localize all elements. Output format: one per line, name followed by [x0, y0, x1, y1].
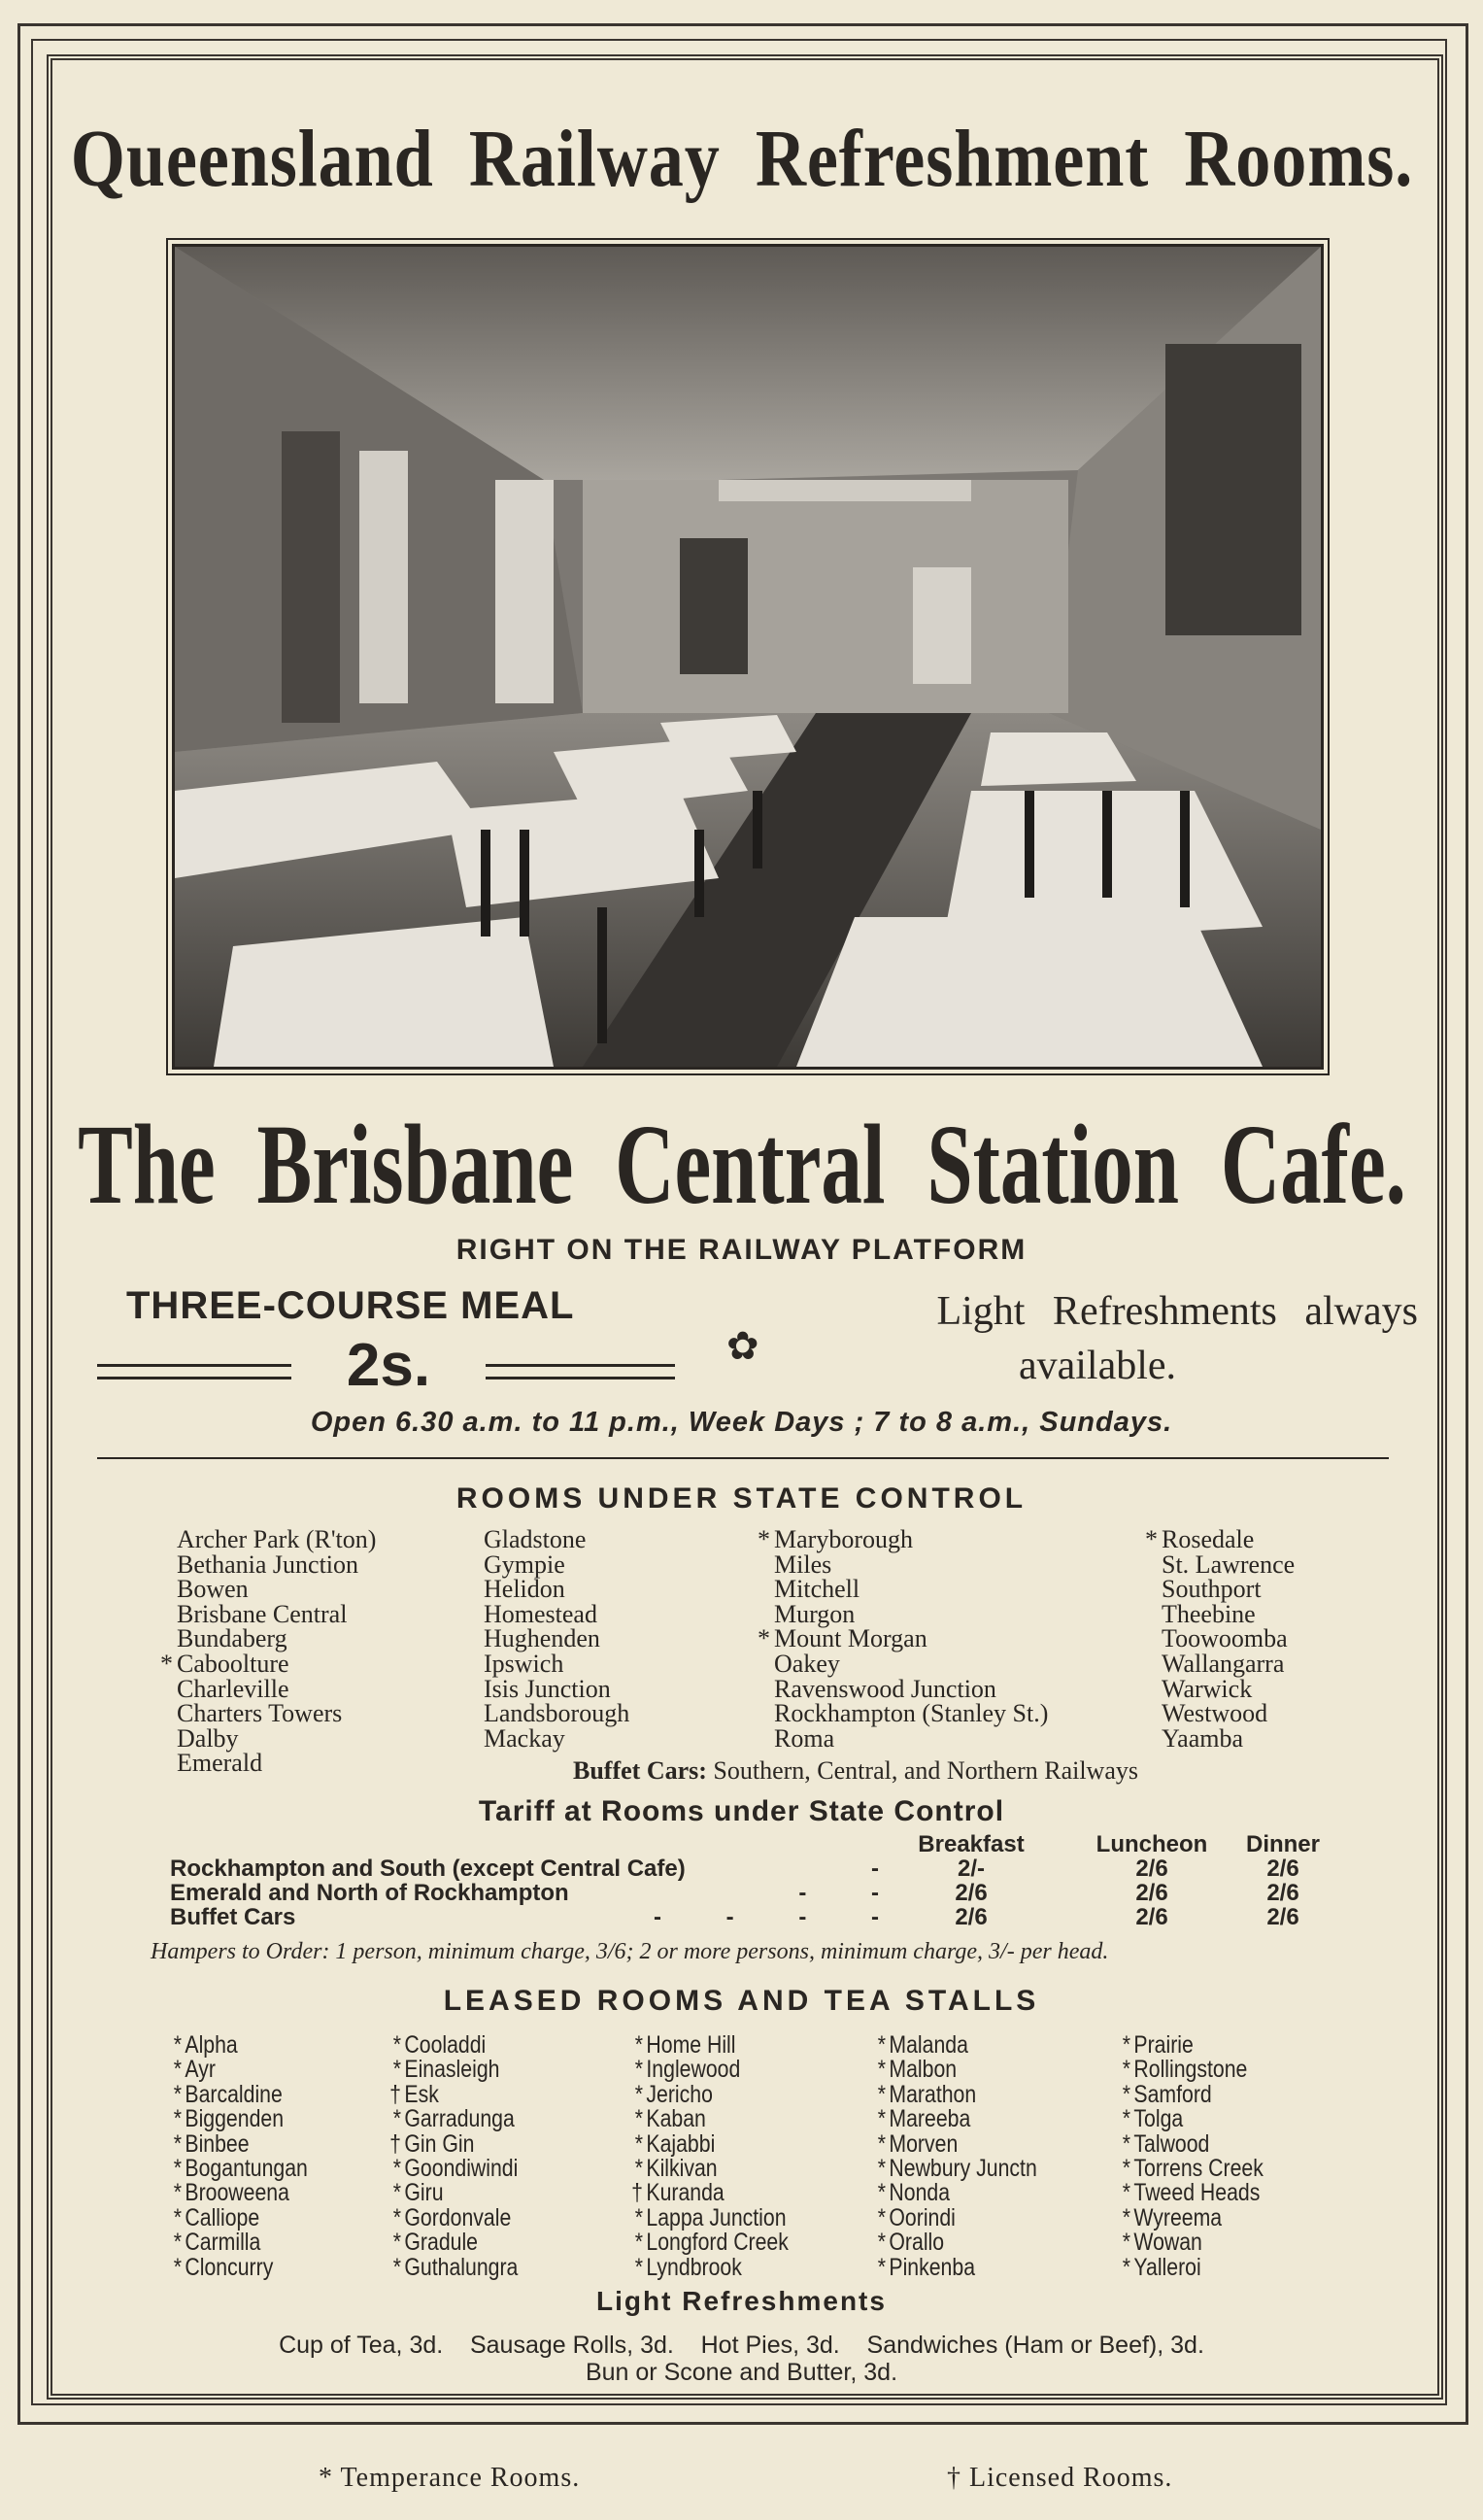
list-item — [165, 2253, 308, 2281]
station-name: Kajabbi — [646, 2129, 716, 2158]
station-name: Dalby — [177, 1723, 239, 1753]
list-item — [1138, 1674, 1295, 1703]
station-name: St. Lawrence — [1162, 1549, 1296, 1579]
tariff-col-luncheon: Luncheon — [1095, 1831, 1208, 1857]
station-name: Lyndbrook — [646, 2253, 742, 2281]
room-marker: * — [634, 2031, 643, 2059]
room-marker: * — [877, 2229, 886, 2257]
dining-room-photo — [172, 244, 1324, 1070]
room-marker: * — [392, 2179, 401, 2207]
room-marker: * — [634, 2229, 643, 2257]
room-marker: † — [389, 2129, 401, 2158]
room-marker: * — [877, 2154, 886, 2182]
station-name: Cooladdi — [404, 2031, 487, 2059]
page-title: Queensland Railway Refreshment Rooms. — [70, 114, 1413, 204]
list-item — [385, 2231, 518, 2255]
station-name: Kaban — [646, 2105, 706, 2133]
list-item — [626, 2129, 789, 2158]
station-name: Bowen — [177, 1575, 249, 1604]
room-marker: * — [634, 2154, 643, 2182]
tariff-row-label: Emerald and North of Rockhampton — [170, 1880, 569, 1906]
room-marker: * — [1122, 2253, 1130, 2281]
station-name: Prairie — [1133, 2031, 1194, 2059]
station-name: Mareeba — [889, 2105, 971, 2133]
list-item — [1114, 2129, 1264, 2158]
flower-ornament-icon: ✿ — [726, 1324, 759, 1368]
room-marker: * — [173, 2080, 182, 2108]
state-rooms-heading: ROOMS UNDER STATE CONTROL — [455, 1482, 1028, 1515]
list-item — [751, 1723, 1048, 1753]
list-item — [153, 1751, 376, 1776]
station-name: Gladstone — [484, 1525, 587, 1553]
list-item — [153, 1701, 376, 1726]
room-marker: * — [173, 2129, 182, 2158]
list-item — [626, 2058, 789, 2082]
buffet-cars-note — [573, 1756, 1138, 1786]
list-item — [1138, 1701, 1295, 1726]
list-item — [165, 2033, 308, 2058]
station-name: Wyreema — [1133, 2203, 1223, 2231]
list-item — [626, 2203, 789, 2231]
list-item — [626, 2080, 789, 2108]
list-item — [385, 2203, 518, 2231]
leased-column — [626, 2033, 789, 2280]
station-name: Gradule — [404, 2229, 479, 2257]
list-item — [869, 2181, 1037, 2205]
station-name: Binbee — [185, 2129, 250, 2158]
room-marker: * — [392, 2253, 401, 2281]
station-name: Brooweena — [185, 2179, 289, 2207]
room-marker: * — [173, 2253, 182, 2281]
state-rooms-column — [153, 1527, 376, 1776]
list-item — [153, 1599, 376, 1628]
station-name: Malanda — [889, 2031, 968, 2059]
list-item — [751, 1701, 1048, 1726]
room-marker: * — [392, 2031, 401, 2059]
list-item — [385, 2154, 519, 2182]
station-name: Hughenden — [484, 1624, 600, 1653]
room-marker: * — [634, 2105, 643, 2133]
light-refreshments-heading: Light Refreshments — [596, 2286, 887, 2316]
list-item — [153, 1626, 376, 1652]
station-name: Mitchell — [774, 1575, 860, 1604]
station-name: Oakey — [774, 1649, 840, 1678]
station-name: Torrens Creek — [1133, 2154, 1264, 2182]
buffet-cars-text: Southern, Central, and Northern Railways — [713, 1756, 1138, 1785]
list-item — [626, 2154, 789, 2182]
list-item — [385, 2033, 518, 2058]
list-item — [460, 1577, 629, 1602]
list-item — [869, 2080, 1037, 2108]
leased-column — [165, 2033, 308, 2280]
list-item — [626, 2181, 789, 2205]
list-item — [1138, 1549, 1296, 1579]
list-item — [460, 1723, 629, 1753]
list-item — [1114, 2253, 1264, 2281]
list-item — [460, 1674, 629, 1703]
list-item — [751, 1527, 1048, 1552]
list-item — [1114, 2107, 1264, 2131]
list-item — [1114, 2231, 1264, 2255]
room-marker: † — [631, 2179, 643, 2207]
list-item — [165, 2154, 308, 2182]
list-item — [1114, 2058, 1264, 2082]
room-marker: * — [173, 2229, 182, 2257]
list-item — [460, 1701, 629, 1726]
room-marker: * — [1122, 2031, 1130, 2059]
station-name: Barcaldine — [185, 2080, 283, 2108]
station-name: Charters Towers — [177, 1699, 343, 1728]
station-name: Yaamba — [1162, 1723, 1244, 1753]
list-item — [385, 2253, 519, 2281]
room-marker: * — [1122, 2229, 1130, 2257]
room-marker: * — [1122, 2129, 1130, 2158]
station-name: Rollingstone — [1133, 2056, 1248, 2084]
room-marker: * — [392, 2229, 401, 2257]
room-marker: * — [173, 2056, 182, 2084]
list-item — [153, 1577, 376, 1602]
list-item — [153, 1649, 376, 1678]
tariff-value: 2/6 — [955, 1904, 988, 1930]
list-item — [165, 2231, 308, 2255]
station-name: Theebine — [1162, 1599, 1256, 1628]
buffet-cars-label: Buffet Cars: — [573, 1756, 707, 1785]
room-marker: * — [877, 2179, 886, 2207]
state-rooms-column — [1138, 1527, 1295, 1751]
tariff-col-dinner: Dinner — [1245, 1831, 1320, 1857]
opening-hours: Open 6.30 a.m. to 11 p.m., Week Days ; 7 to 8 a.m., Sundays. — [310, 1407, 1173, 1438]
list-item — [751, 1649, 1048, 1678]
station-name: Rosedale — [1162, 1525, 1255, 1553]
room-marker: * — [173, 2105, 182, 2133]
list-item — [1138, 1599, 1295, 1628]
room-marker: * — [1122, 2179, 1130, 2207]
leased-column — [869, 2033, 1037, 2280]
station-name: Longford Creek — [646, 2229, 789, 2257]
meal-label: THREE-COURSE MEAL — [126, 1284, 575, 1327]
station-name: Rockhampton (Stanley St.) — [774, 1699, 1049, 1728]
station-name: Orallo — [889, 2229, 945, 2257]
footnote-licensed: † Licensed Rooms. — [947, 2463, 1173, 2493]
room-marker: * — [634, 2253, 643, 2281]
station-name: Talwood — [1133, 2129, 1210, 2158]
cafe-title: The Brisbane Central Station Cafe. — [77, 1101, 1406, 1228]
list-item — [1114, 2033, 1264, 2058]
room-marker: * — [877, 2056, 886, 2084]
station-name: Newbury Junctn — [889, 2154, 1037, 2182]
tariff-row-leader: - - — [798, 1880, 879, 1906]
station-name: Homestead — [484, 1599, 597, 1628]
station-name: Pinkenba — [889, 2253, 976, 2281]
tariff-row-leader: - — [871, 1856, 879, 1882]
list-item — [869, 2033, 1037, 2058]
list-item — [869, 2231, 1037, 2255]
station-name: Landsborough — [484, 1699, 630, 1728]
room-marker: * — [392, 2154, 401, 2182]
station-name: Ipswich — [484, 1649, 564, 1678]
station-name: Marathon — [889, 2080, 977, 2108]
list-item — [460, 1527, 629, 1552]
station-name: Guthalungra — [404, 2253, 519, 2281]
room-marker: * — [1122, 2080, 1130, 2108]
room-marker: * — [160, 1649, 173, 1678]
room-marker: * — [173, 2154, 182, 2182]
list-item — [626, 2253, 789, 2281]
room-marker: * — [877, 2203, 886, 2231]
station-name: Biggenden — [185, 2105, 285, 2133]
tariff-value: 2/6 — [1135, 1880, 1168, 1906]
list-item — [153, 1549, 376, 1579]
station-name: Wowan — [1133, 2229, 1202, 2257]
station-name: Maryborough — [774, 1525, 913, 1553]
list-item — [1138, 1723, 1295, 1753]
tariff-row-leader: - - - - — [653, 1904, 879, 1930]
list-item — [869, 2154, 1037, 2182]
station-name: Kuranda — [646, 2179, 725, 2207]
list-item — [385, 2181, 518, 2205]
list-item — [153, 1723, 376, 1753]
list-item — [385, 2080, 518, 2108]
room-marker: * — [634, 2129, 643, 2158]
footnote-temperance: * Temperance Rooms. — [319, 2463, 581, 2493]
state-rooms-column — [751, 1527, 1048, 1751]
station-name: Tweed Heads — [1133, 2179, 1261, 2207]
list-item — [751, 1626, 1048, 1652]
list-item — [165, 2181, 308, 2205]
state-rooms-column — [460, 1527, 629, 1751]
station-name: Westwood — [1162, 1699, 1268, 1728]
meal-price: 2s. — [346, 1332, 431, 1399]
list-item — [869, 2203, 1037, 2231]
station-name: Ravenswood Junction — [774, 1674, 996, 1703]
tariff-row-label: Buffet Cars — [170, 1904, 296, 1930]
list-item — [165, 2203, 308, 2231]
station-name: Lappa Junction — [646, 2203, 787, 2231]
station-name: Carmilla — [185, 2229, 261, 2257]
station-name: Helidon — [484, 1575, 565, 1604]
station-name: Oorindi — [889, 2203, 956, 2231]
room-marker: * — [877, 2080, 886, 2108]
room-marker: * — [392, 2105, 401, 2133]
list-item — [751, 1549, 1048, 1579]
station-name: Gympie — [484, 1549, 565, 1579]
room-marker: * — [634, 2080, 643, 2108]
station-name: Morven — [889, 2129, 959, 2158]
station-name: Nonda — [889, 2179, 951, 2207]
station-name: Malbon — [889, 2056, 958, 2084]
list-item — [869, 2107, 1037, 2131]
meal-price-block — [97, 1332, 680, 1399]
cafe-subtitle: RIGHT ON THE RAILWAY PLATFORM — [455, 1234, 1028, 1266]
station-name: Cloncurry — [185, 2253, 274, 2281]
station-name: Toowoomba — [1162, 1624, 1288, 1653]
room-marker: * — [758, 1525, 770, 1553]
station-name: Ayr — [185, 2056, 216, 2084]
station-name: Gin Gin — [404, 2129, 475, 2158]
list-item — [385, 2129, 518, 2158]
room-marker: * — [173, 2203, 182, 2231]
price-rule-right — [486, 1364, 675, 1379]
tariff-row-label: Rockhampton and South (except Central Cafe) — [170, 1856, 686, 1882]
tariff-value: 2/6 — [1135, 1904, 1168, 1930]
room-marker: * — [1122, 2056, 1130, 2084]
list-item — [751, 1674, 1048, 1703]
tariff-value: 2/6 — [1266, 1856, 1299, 1882]
room-marker: * — [1145, 1525, 1158, 1553]
station-name: Brisbane Central — [177, 1599, 348, 1628]
section-divider — [97, 1457, 1389, 1459]
room-marker: * — [1122, 2154, 1130, 2182]
station-name: Samford — [1133, 2080, 1212, 2108]
station-name: Charleville — [177, 1674, 289, 1703]
list-item — [165, 2058, 308, 2082]
list-item — [1114, 2080, 1264, 2108]
list-item — [165, 2129, 308, 2158]
list-item — [385, 2107, 518, 2131]
station-name: Giru — [404, 2179, 444, 2207]
list-item — [153, 1674, 376, 1703]
room-marker: * — [392, 2203, 401, 2231]
list-item — [165, 2080, 308, 2108]
dining-room-image — [175, 247, 1321, 1067]
list-item — [1114, 2154, 1264, 2182]
station-name: Bundaberg — [177, 1624, 287, 1653]
tariff-value: 2/6 — [1266, 1880, 1299, 1906]
list-item — [1138, 1577, 1295, 1602]
light-refreshments-prices-2: Bun or Scone and Butter, 3d. — [585, 2359, 898, 2386]
room-marker: * — [173, 2179, 182, 2207]
room-marker: * — [173, 2031, 182, 2059]
room-marker: * — [758, 1624, 770, 1653]
tariff-value: 2/6 — [955, 1880, 988, 1906]
station-name: Roma — [774, 1723, 835, 1753]
room-marker: * — [877, 2253, 886, 2281]
room-marker: * — [634, 2056, 643, 2084]
light-refreshments-line2: available. — [1018, 1344, 1177, 1388]
room-marker: † — [389, 2080, 401, 2108]
station-name: Jericho — [646, 2080, 713, 2108]
station-name: Calliope — [185, 2203, 260, 2231]
station-name: Alpha — [185, 2031, 238, 2059]
room-marker: * — [877, 2031, 886, 2059]
tariff-value: 2/6 — [1266, 1904, 1299, 1930]
station-name: Yalleroi — [1133, 2253, 1201, 2281]
list-item — [626, 2107, 789, 2131]
station-name: Inglewood — [646, 2056, 741, 2084]
list-item — [153, 1527, 376, 1552]
station-name: Miles — [774, 1549, 832, 1579]
list-item — [869, 2058, 1037, 2082]
station-name: Bethania Junction — [177, 1549, 359, 1579]
list-item — [626, 2033, 789, 2058]
station-name: Mackay — [484, 1723, 565, 1753]
station-name: Einasleigh — [404, 2056, 500, 2084]
light-refreshments-prices: Cup of Tea, 3d. Sausage Rolls, 3d. Hot Pies, 3d. Sandwiches (Ham or Beef), 3d. — [279, 2332, 1204, 2359]
station-name: Archer Park (R'ton) — [177, 1525, 377, 1553]
list-item — [1114, 2203, 1264, 2231]
room-marker: * — [1122, 2105, 1130, 2133]
list-item — [460, 1626, 629, 1652]
list-item — [460, 1549, 629, 1579]
station-name: Isis Junction — [484, 1674, 611, 1703]
station-name: Wallangarra — [1162, 1649, 1285, 1678]
list-item — [626, 2231, 789, 2255]
station-name: Caboolture — [177, 1649, 289, 1678]
station-name: Esk — [404, 2080, 439, 2108]
tariff-heading: Tariff at Rooms under State Control — [478, 1795, 1005, 1827]
price-rule-left — [97, 1364, 291, 1379]
list-item — [751, 1599, 1048, 1628]
station-name: Southport — [1162, 1575, 1262, 1604]
station-name: Goondiwindi — [404, 2154, 519, 2182]
list-item — [1138, 1626, 1295, 1652]
list-item — [1114, 2181, 1264, 2205]
list-item — [165, 2107, 308, 2131]
leased-column — [385, 2033, 518, 2280]
room-marker: * — [392, 2056, 401, 2084]
station-name: Garradunga — [404, 2105, 515, 2133]
tariff-col-breakfast: Breakfast — [918, 1831, 1025, 1857]
list-item — [385, 2058, 518, 2082]
list-item — [460, 1649, 629, 1678]
list-item — [460, 1599, 629, 1628]
station-name: Kilkivan — [646, 2154, 718, 2182]
list-item — [1138, 1527, 1295, 1552]
leased-heading: LEASED ROOMS AND TEA STALLS — [443, 1985, 1040, 2017]
light-refreshments-line1: Light Refreshments always — [936, 1289, 1418, 1334]
list-item — [1138, 1649, 1295, 1678]
hampers-note: Hampers to Order: 1 person, minimum charge, 3/6; 2 or more persons, minimum charge, 3/- per head. — [151, 1939, 1109, 1964]
station-name: Emerald — [177, 1749, 263, 1778]
list-item — [869, 2129, 1037, 2158]
list-item — [869, 2253, 1037, 2281]
station-name: Murgon — [774, 1599, 856, 1628]
station-name: Tolga — [1133, 2105, 1184, 2133]
station-name: Bogantungan — [185, 2154, 308, 2182]
tariff-value: 2/- — [957, 1856, 985, 1882]
leased-column — [1114, 2033, 1264, 2280]
station-name: Warwick — [1162, 1674, 1253, 1703]
station-name: Mount Morgan — [774, 1624, 927, 1653]
room-marker: * — [877, 2105, 886, 2133]
list-item — [751, 1577, 1048, 1602]
room-marker: * — [1122, 2203, 1130, 2231]
room-marker: * — [877, 2129, 886, 2158]
room-marker: * — [634, 2203, 643, 2231]
station-name: Gordonvale — [404, 2203, 512, 2231]
tariff-value: 2/6 — [1135, 1856, 1168, 1882]
station-name: Home Hill — [646, 2031, 736, 2059]
